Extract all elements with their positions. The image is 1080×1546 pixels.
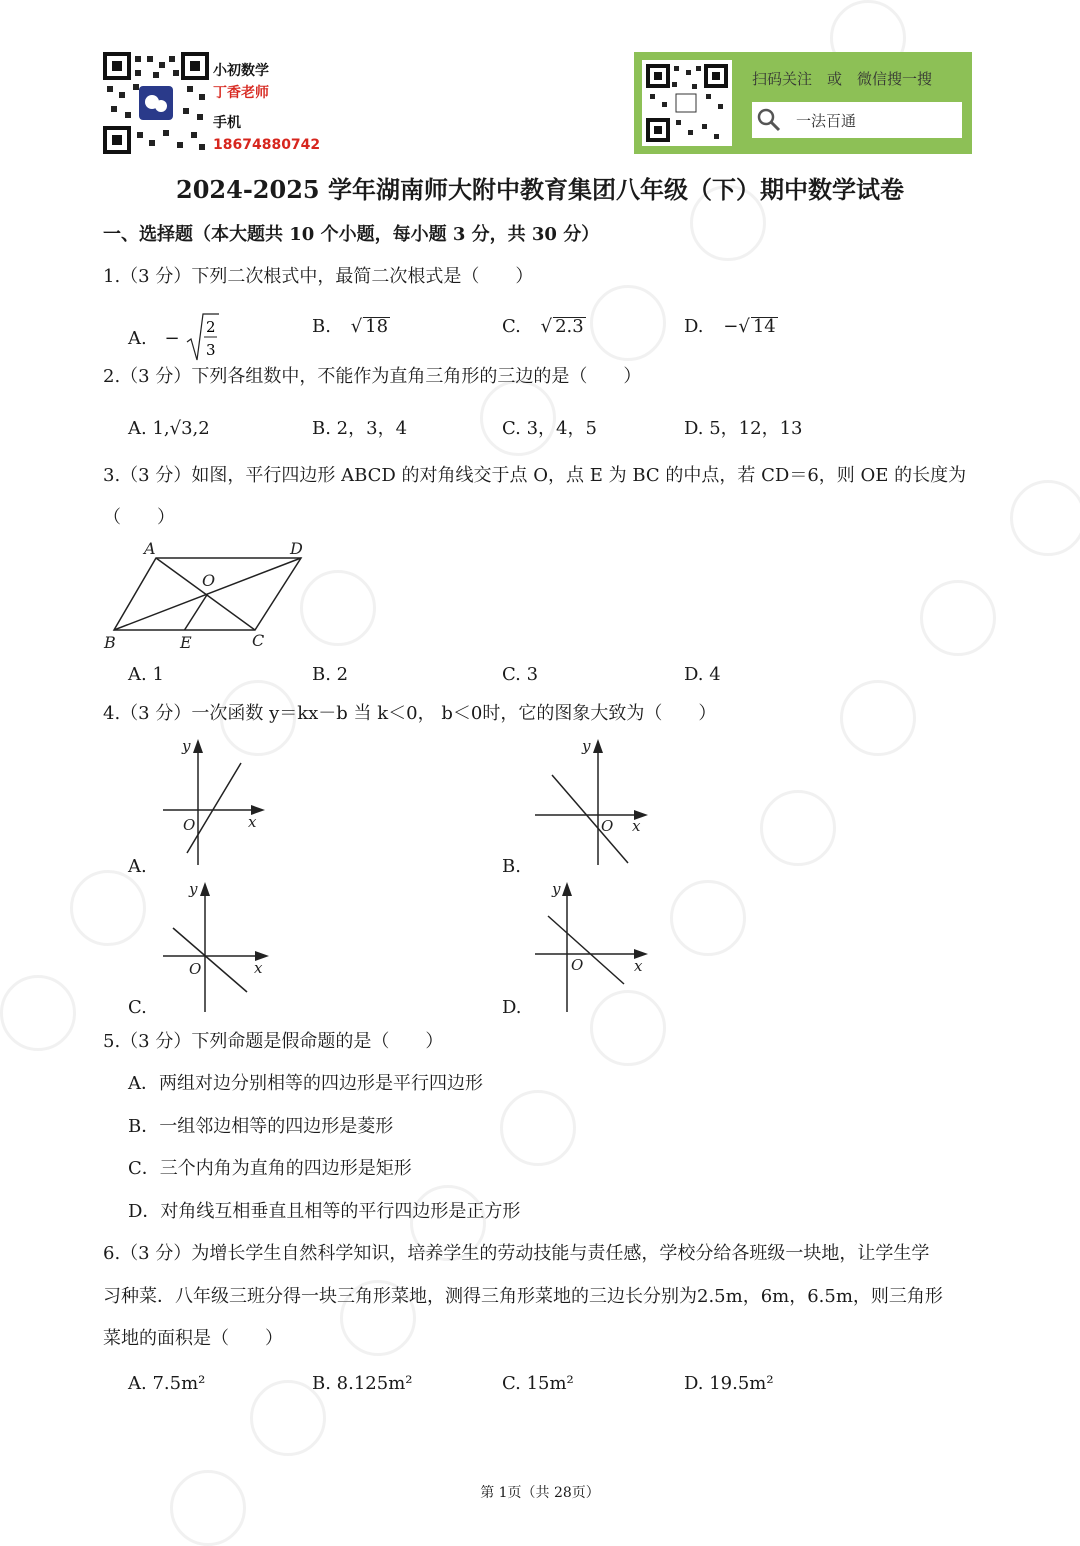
q1-b-radicand: 18 <box>365 316 389 337</box>
q5-option-d: D．对角线互相垂直且相等的平行四边形是正方形 <box>128 1201 521 1222</box>
search-box[interactable] <box>752 102 962 138</box>
follow-banner <box>634 52 972 154</box>
label-a: A <box>144 539 156 558</box>
question-3-paren: （ ） <box>103 507 175 528</box>
q4-option-b: B. <box>502 856 521 877</box>
svg-text:y: y <box>189 880 198 898</box>
watermark-logo <box>70 870 146 946</box>
sqrt-sign <box>185 312 219 362</box>
question-2-stem: 2.（3 分）下列各组数中，不能作为直角三角形的三边的是（ ） <box>103 366 642 387</box>
q1-option-c: C. √ 2.3 <box>502 316 584 337</box>
watermark-logo <box>670 880 746 956</box>
q5-option-a: A．两组对边分别相等的四边形是平行四边形 <box>128 1073 483 1094</box>
watermark-logo <box>590 285 666 361</box>
question-6-line1: 6.（3 分）为增长学生自然科学知识，培养学生的劳动技能与责任感，学校分给各班级一块地，让学生学 <box>103 1243 930 1264</box>
svg-text:O: O <box>183 816 196 834</box>
q4-option-a: A. <box>128 856 147 877</box>
q6-option-d: D. 19.5m² <box>684 1373 774 1394</box>
card-teacher-name: 丁香老师 <box>213 85 269 101</box>
svg-text:x: x <box>632 817 641 835</box>
q3-option-d: D. 4 <box>684 664 721 685</box>
q2-option-b: B. 2，3，4 <box>312 418 408 439</box>
q4-graph-c <box>155 876 275 1016</box>
svg-text:O: O <box>601 817 614 835</box>
q6-option-b: B. 8.125m² <box>312 1373 413 1394</box>
page-footer: 第 1页（共 28页） <box>480 1485 600 1501</box>
section-heading: 一、选择题（本大题共 10 个小题，每小题 3 分，共 30 分） <box>103 224 600 245</box>
q1-option-a: A. − 2 3 <box>128 314 219 364</box>
svg-text:y: y <box>582 737 591 755</box>
question-1-stem: 1.（3 分）下列二次根式中，最简二次根式是（ ） <box>103 266 534 287</box>
watermark-logo <box>760 790 836 866</box>
wechat-qr-code <box>103 52 209 154</box>
segment-oe <box>185 594 208 630</box>
search-icon <box>756 107 782 133</box>
banner-qr-code <box>642 60 732 146</box>
q5-option-b: B．一组邻边相等的四边形是菱形 <box>128 1116 394 1137</box>
card-title: 小初数学 <box>213 63 269 79</box>
svg-text:O: O <box>571 956 584 974</box>
label-d: D <box>290 539 303 558</box>
watermark-logo <box>1010 480 1080 556</box>
q2-option-d: D. 5，12，13 <box>684 418 803 439</box>
q6-option-c: C. 15m² <box>502 1373 574 1394</box>
svg-text:O: O <box>189 960 202 978</box>
svg-text:x: x <box>634 957 643 975</box>
q2-option-c: C. 3，4，5 <box>502 418 597 439</box>
q2-option-a: A. 1,√3,2 <box>128 418 210 439</box>
label-o: O <box>202 571 216 590</box>
q1-option-d: D. −√ 14 <box>684 316 776 337</box>
q4-graph-d <box>530 876 655 1016</box>
svg-text:y: y <box>182 737 191 755</box>
q3-option-a: A. 1 <box>128 664 164 685</box>
q3-option-b: B. 2 <box>312 664 349 685</box>
svg-text:y: y <box>552 880 561 898</box>
card-phone-label: 手机 <box>213 115 241 131</box>
q3-option-c: C. 3 <box>502 664 539 685</box>
question-6-line2: 习种菜．八年级三班分得一块三角形菜地，测得三角形菜地的三边长分别为2.5m，6m，6.5m，则三角形 <box>103 1286 943 1307</box>
question-4-stem: 4.（3 分）一次函数 y＝kx－b 当 k＜0， b＜0时，它的图象大致为（ ） <box>103 703 717 724</box>
q5-option-c: C．三个内角为直角的四边形是矩形 <box>128 1158 412 1179</box>
page-title: 2024-2025 学年湖南师大附中教育集团八年级（下）期中数学试卷 <box>176 175 904 204</box>
q1-a-denominator: 3 <box>206 341 216 359</box>
watermark-logo <box>0 975 76 1051</box>
q1-c-radicand: 2.3 <box>555 316 584 337</box>
svg-text:x: x <box>248 813 257 831</box>
follow-text: 扫码关注 或 微信搜一搜 <box>752 70 933 88</box>
question-5-stem: 5.（3 分）下列命题是假命题的是（ ） <box>103 1031 444 1052</box>
q4-option-d: D. <box>502 997 522 1018</box>
label-e: E <box>180 633 192 652</box>
q1-option-b: B. √ 18 <box>312 316 389 337</box>
parallelogram-figure <box>100 538 315 653</box>
q4-option-c: C. <box>128 997 147 1018</box>
q1-d-radicand: 14 <box>752 316 776 337</box>
watermark-logo <box>840 680 916 756</box>
search-text: 一法百通 <box>796 112 857 130</box>
svg-text:x: x <box>254 959 263 977</box>
card-phone-number: 18674880742 <box>213 137 321 153</box>
q4-graph-a <box>155 735 270 870</box>
watermark-logo <box>920 580 996 656</box>
label-b: B <box>104 633 116 652</box>
q1-a-label: A. <box>128 328 147 349</box>
question-3-stem: 3.（3 分）如图，平行四边形 ABCD 的对角线交于点 O，点 E 为 BC 的中点，若 CD＝6，则 OE 的长度为 <box>103 465 967 486</box>
watermark-logo <box>500 1090 576 1166</box>
q1-a-numerator: 2 <box>206 318 216 336</box>
q6-option-a: A. 7.5m² <box>128 1373 206 1394</box>
q4-graph-b <box>530 735 655 870</box>
question-6-line3: 菜地的面积是（ ） <box>103 1328 283 1349</box>
label-c: C <box>252 631 265 650</box>
